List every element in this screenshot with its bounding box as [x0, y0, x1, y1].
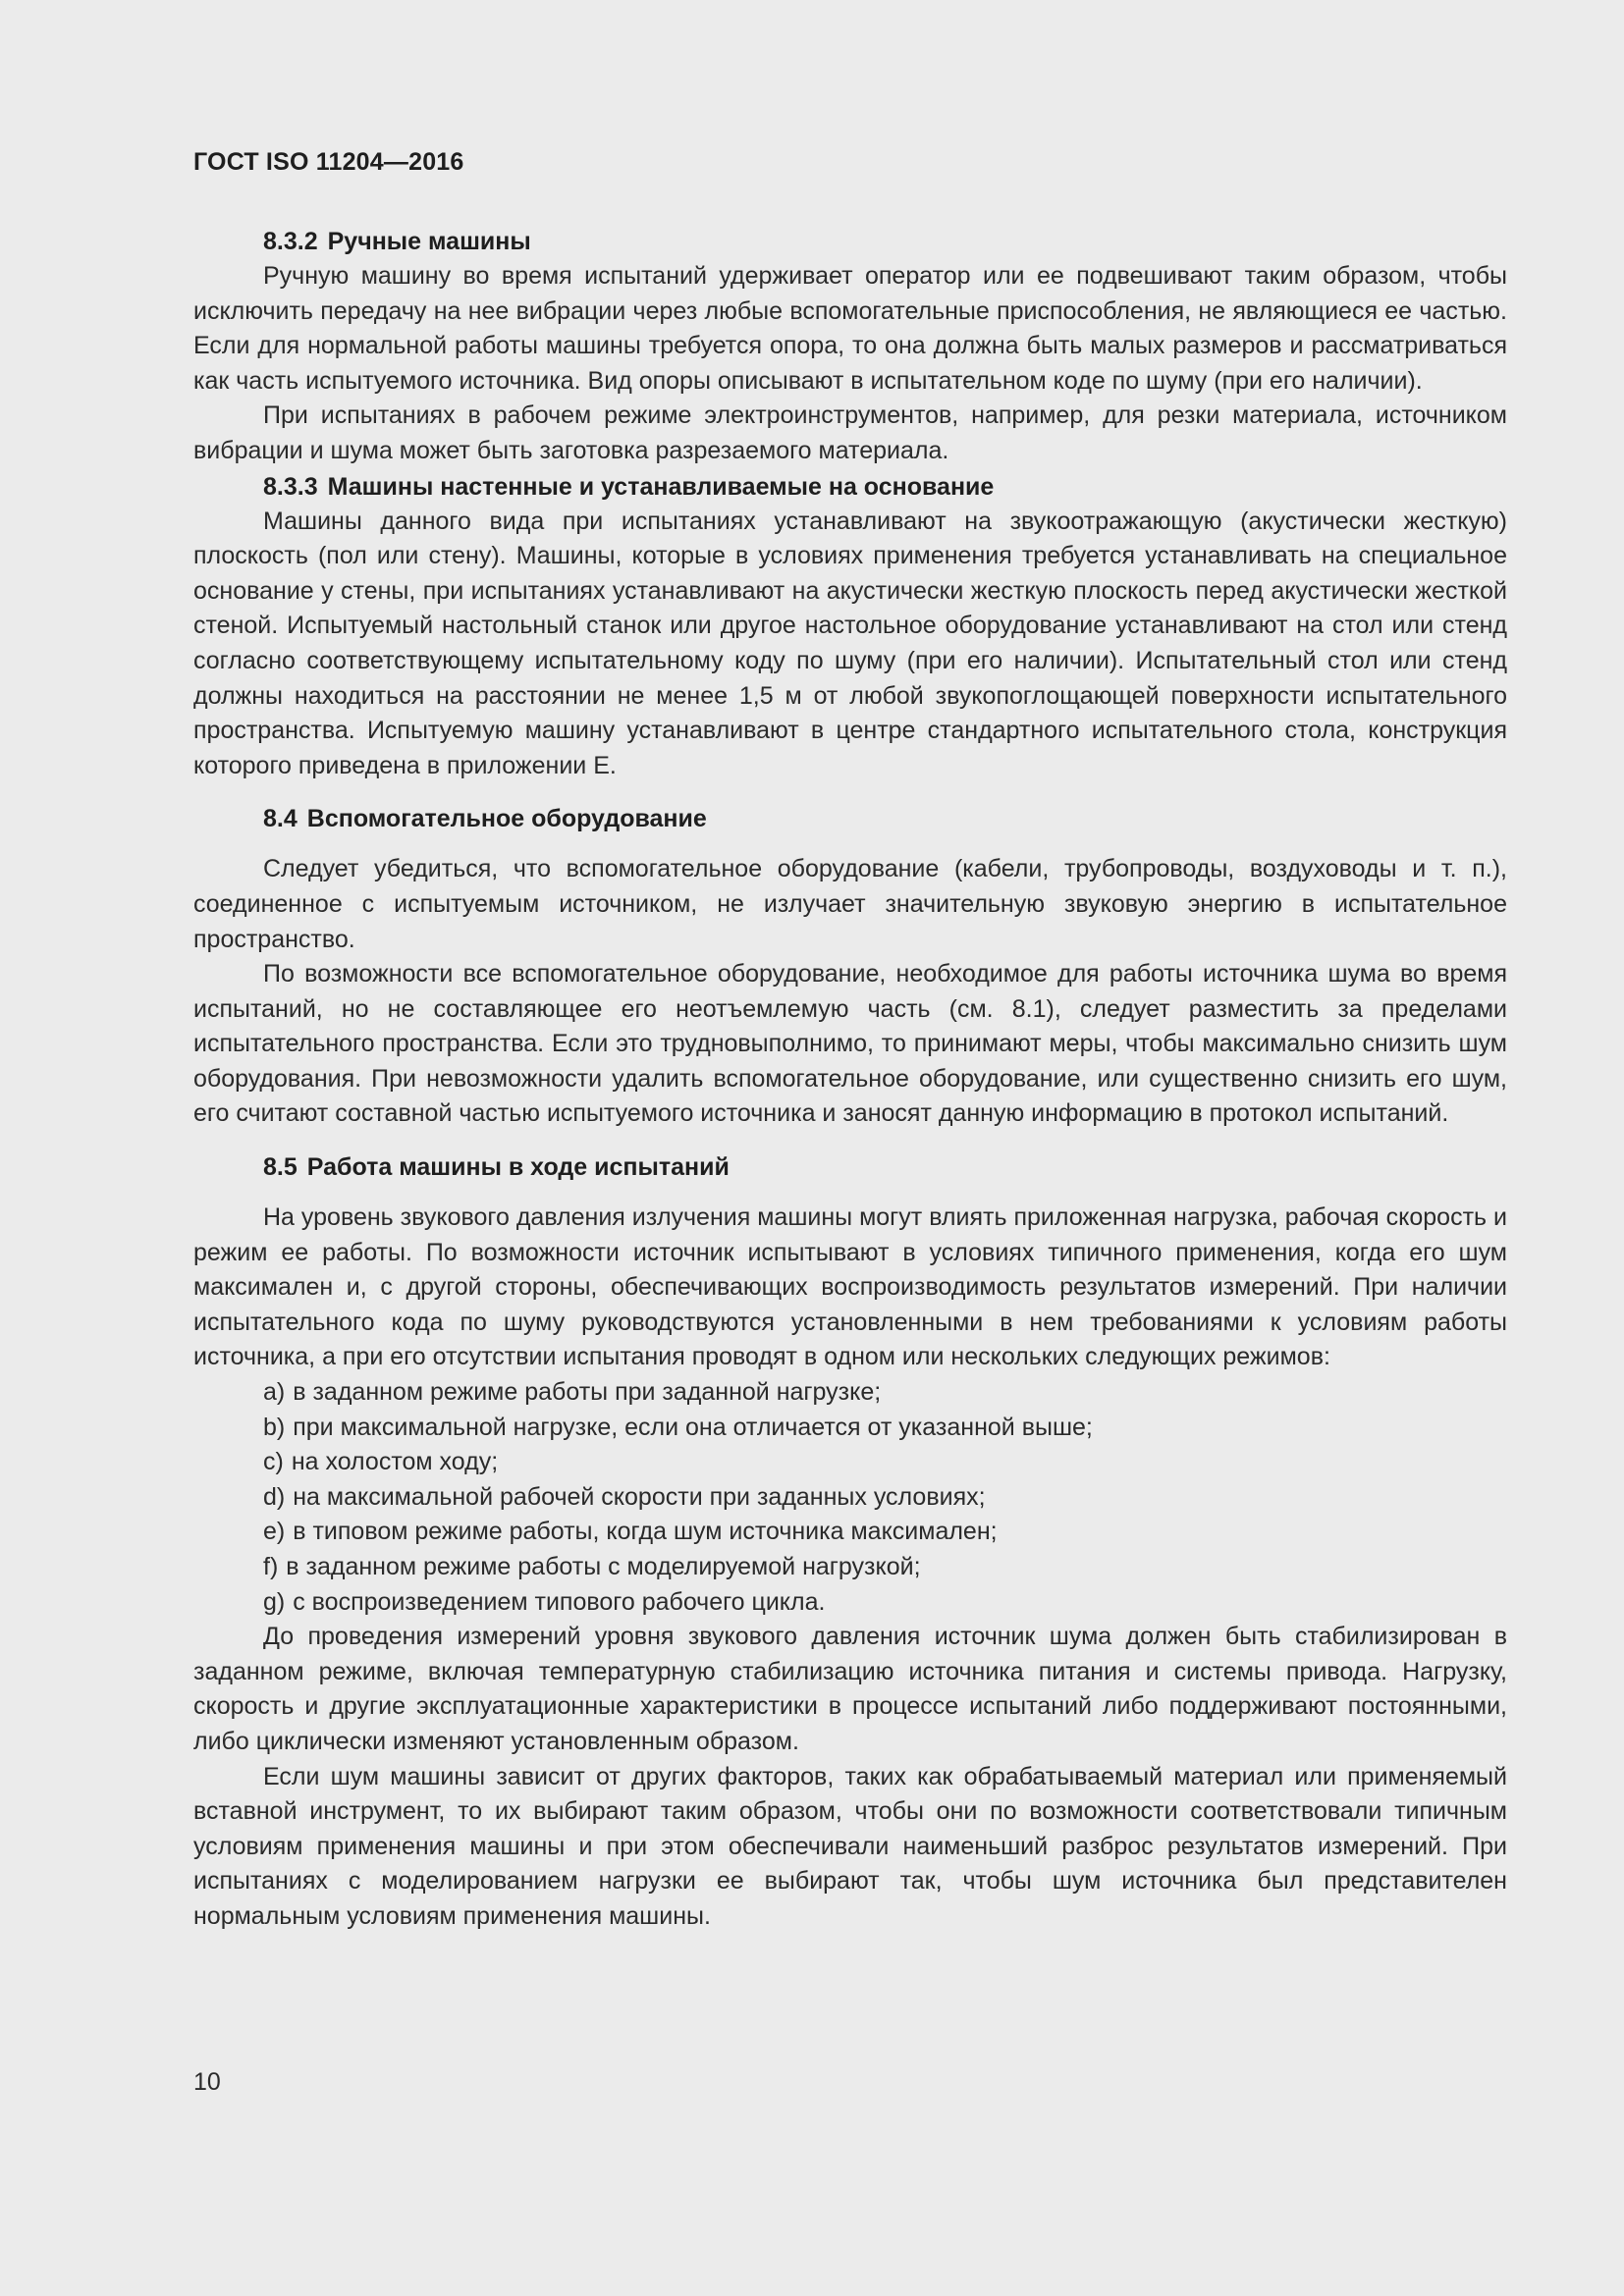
list-item-text: с воспроизведением типового рабочего цикла. [293, 1587, 826, 1616]
document-header: ГОСТ ISO 11204—2016 [193, 148, 464, 176]
section-8-3-3-heading [193, 469, 1507, 505]
section-number: 8.3.2 [263, 228, 318, 255]
section-title: Ручные машины [327, 228, 531, 255]
page-number: 10 [193, 2068, 221, 2096]
paragraph: Машины данного вида при испытаниях устанавливают на звукоотражающую (акустически жесткую) плоскость (пол или стену). Машины, которые в условиях применения требуется устанавливать на специальное основание у стены, при испытаниях устанавливают на акустически жесткую плоскость перед акустически жесткой стеной. Испытуемый настольный станок или другое настольное оборудование устанавливают на стол или стенд согласно соответствующему испытательному коду по шуму (при его наличии). Испытательный стол или стенд должны находиться на расстоянии не менее 1,5 м от любой звукопоглощающей поверхности испытательного пространства. Испытуемую машину устанавливают в центре стандартного испытательного стола, конструкция которого приведена в приложении Е. [193, 507, 1507, 779]
section-title: Машины настенные и устанавливаемые на основание [327, 472, 995, 501]
section-number: 8.3.3 [263, 472, 318, 501]
list-item [193, 1550, 1507, 1585]
paragraph: До проведения измерений уровня звукового давления источник шума должен быть стабилизирован в заданном режиме, включая температурную стабилизацию источника питания и системы привода. Нагрузку, скорость и другие эксплуатационные характеристики в процессе испытаний либо поддерживают постоянными, либо циклически изменяют установленным образом. [193, 1623, 1507, 1755]
list-marker: d) [263, 1482, 286, 1511]
list-marker: g) [263, 1587, 286, 1616]
list-item-text: в заданном режиме работы при заданной нагрузке; [293, 1378, 882, 1407]
list-marker: c) [263, 1448, 284, 1476]
section-8-4-heading [193, 801, 1507, 836]
paragraph: Если шум машины зависит от других факторов, таких как обрабатываемый материал или применяемый вставной инструмент, то их выбирают таким образом, чтобы они по возможности соответствовали типичным условиям применения машины и при этом обеспечивали наименьший разброс результатов измерений. При испытаниях с моделированием нагрузки ее выбирают так, чтобы шум источника был представителен нормальным условиям применения машины. [193, 1762, 1507, 1930]
list-item-text: в заданном режиме работы с моделируемой нагрузкой; [286, 1553, 921, 1580]
section-title: Работа машины в ходе испытаний [306, 1153, 730, 1182]
list-item [193, 1411, 1507, 1446]
list-item [193, 1515, 1507, 1550]
list-item-text: на максимальной рабочей скорости при заданных условиях; [293, 1482, 986, 1511]
operating-modes-list [193, 1375, 1507, 1620]
paragraph: На уровень звукового давления излучения машины могут влиять приложенная нагрузка, рабочая скорость и режим ее работы. По возможности источник испытывают в условиях типичного применения, когда его шум максимален и, с другой стороны, обеспечивающих воспроизводимость результатов измерений. При наличии испытательного кода по шуму руководствуются установленными в нем требованиями к условиям работы источника, а при его отсутствии испытания проводят в одном или нескольких следующих режимов: [193, 1203, 1507, 1371]
paragraph: По возможности все вспомогательное оборудование, необходимое для работы источника шума во время испытаний, но не составляющее его неотъемлемую часть (см. 8.1), следует разместить за пределами испытательного пространства. Если это трудновыполнимо, то принимают меры, чтобы максимально снизить шум оборудования. При невозможности удалить вспомогательное оборудование, или существенно снизить его шум, его считают составной частью испытуемого источника и заносят данную информацию в протокол испытаний. [193, 960, 1507, 1128]
paragraph: Следует убедиться, что вспомогательное оборудование (кабели, трубопроводы, воздуховоды и т. п.), соединенное с испытуемым источником, не излучает значительную звуковую энергию в испытательное пространство. [193, 855, 1507, 953]
list-marker: e) [263, 1518, 286, 1546]
document-body [193, 224, 1507, 1935]
list-item-text: на холостом ходу; [291, 1448, 499, 1476]
list-item [193, 1445, 1507, 1480]
list-marker: a) [263, 1378, 286, 1407]
list-item-text: при максимальной нагрузке, если она отличается от указанной выше; [293, 1413, 1093, 1441]
list-marker: b) [263, 1413, 286, 1441]
section-8-5-heading [193, 1149, 1507, 1185]
paragraph: Ручную машину во время испытаний удерживает оператор или ее подвешивают таким образом, чтобы исключить передачу на нее вибрации через любые вспомогательные приспособления, не являющиеся ее частью. Если для нормальной работы машины требуется опора, то она должна быть малых размеров и рассматриваться как часть испытуемого источника. Вид опоры описывают в испытательном коде по шуму (при его наличии). [193, 262, 1507, 395]
paragraph: При испытаниях в рабочем режиме электроинструментов, например, для резки материала, источником вибрации и шума может быть заготовка разрезаемого материала. [193, 401, 1507, 464]
list-item [193, 1375, 1507, 1411]
list-item [193, 1480, 1507, 1516]
section-title: Вспомогательное оборудование [306, 805, 707, 833]
section-number: 8.5 [263, 1153, 298, 1182]
list-item [193, 1585, 1507, 1621]
section-8-3-2-heading [193, 224, 1507, 259]
section-number: 8.4 [263, 805, 298, 833]
list-marker: f) [263, 1553, 279, 1580]
list-item-text: в типовом режиме работы, когда шум источника максимален; [293, 1518, 998, 1546]
